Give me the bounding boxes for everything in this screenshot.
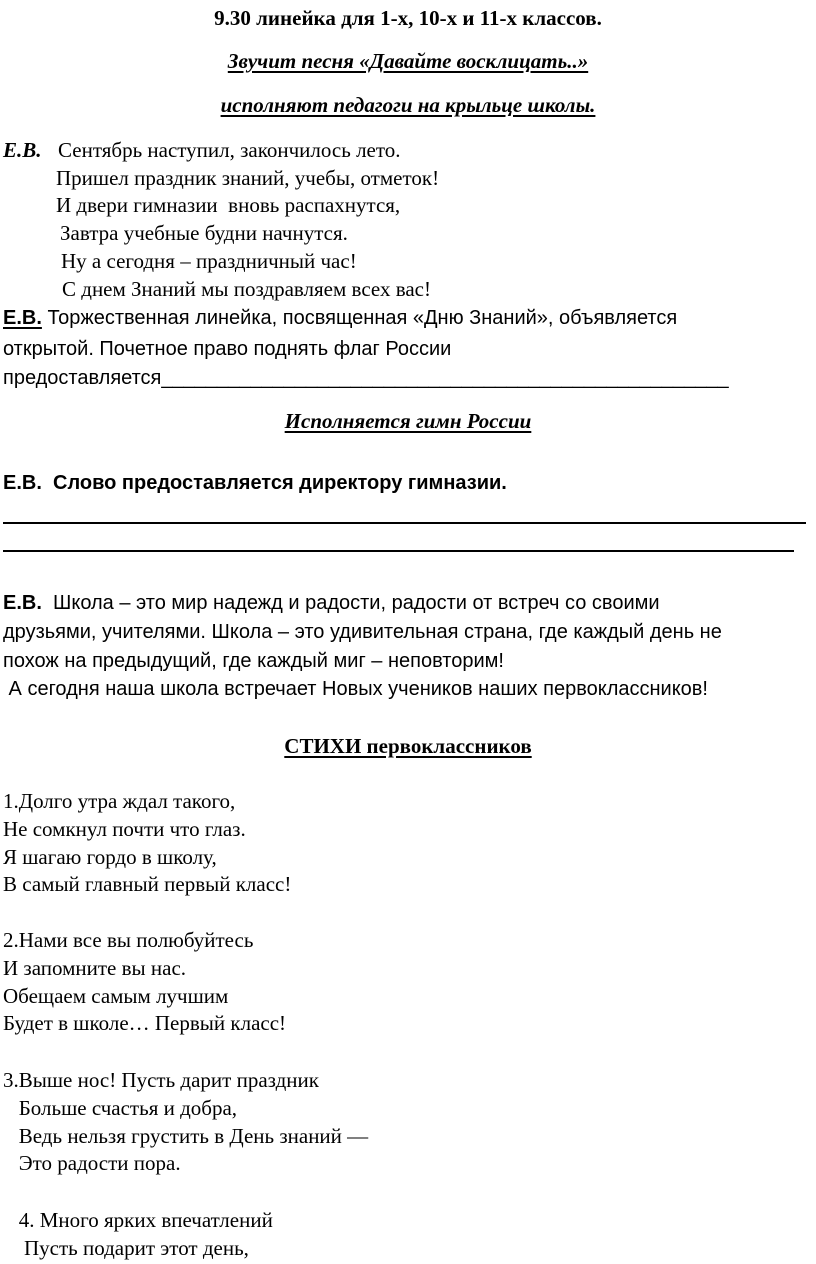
intro-poem-line: И двери гимназии вновь распахнутся, [56, 193, 401, 217]
poem-line: 2.Нами все вы полюбуйтесь [3, 928, 254, 952]
poem-line: Обещаем самым лучшим [3, 984, 229, 1008]
song-note-line-1: Звучит песня «Давайте восклицать..» [227, 49, 589, 73]
intro-poem-line: Завтра учебные будни начнутся. [60, 221, 348, 245]
speaker-label: Е.В. [3, 138, 42, 162]
page-title: 9.30 линейка для 1-х, 10-х и 11-х классов. [214, 6, 602, 30]
intro-poem-line: Пришел праздник знаний, учебы, отметок! [56, 166, 440, 190]
song-note-line-2: исполняют педагоги на крыльце школы. [220, 93, 596, 117]
poem-line: Будет в школе… Первый класс! [3, 1011, 287, 1035]
poem-line: Не сомкнул почти что глаз. [3, 817, 246, 841]
anthem-heading: Исполняется гимн России [284, 409, 532, 433]
poems-heading: СТИХИ первоклассников [284, 734, 532, 758]
announce-line-3: предоставляется___________________________________________________ [3, 367, 729, 389]
poem-line: Это радости пора. [3, 1151, 181, 1175]
school-line-1 [3, 593, 660, 613]
intro-poem-line: Ну а сегодня – праздничный час! [61, 249, 357, 273]
blank-fill-line [3, 550, 794, 552]
announce-line-2: открытой. Почетное право поднять флаг России [3, 338, 452, 360]
poem-line: 3.Выше нос! Пусть дарит праздник [3, 1068, 319, 1092]
announce-text: Торжественная линейка, посвященная «Дню Знаний», объявляется [41, 307, 678, 329]
poem-line: Я шагаю гордо в школу, [3, 845, 217, 869]
school-line-2: друзьями, учителями. Школа – это удивительная страна, где каждый день не [3, 621, 722, 643]
school-line-3: похож на предыдущий, где каждый миг – неповторим! [3, 650, 504, 672]
poem-line: 1.Долго утра ждал такого, [3, 789, 236, 813]
intro-poem-line: С днем Знаний мы поздравляем всех вас! [62, 277, 431, 301]
speaker-label: Е.В. [3, 592, 42, 614]
school-text: Школа – это мир надежд и радости, радости от встреч со своими [41, 592, 660, 614]
intro-poem-line: Сентябрь наступил, закончилось лето. [58, 138, 401, 162]
speaker-label: Е.В. [3, 472, 42, 494]
poem-line: Больше счастья и добра, [3, 1096, 238, 1120]
director-line [3, 473, 507, 493]
school-line-4: А сегодня наша школа встречает Новых учеников наших первоклассников! [3, 678, 708, 700]
poem-line: Ведь нельзя грустить в День знаний — [3, 1124, 369, 1148]
poem-line: И запомните вы нас. [3, 956, 187, 980]
poem-line: Пусть подарит этот день, [3, 1236, 249, 1260]
poem-line: В самый главный первый класс! [3, 872, 292, 896]
poem-line: 4. Много ярких впечатлений [3, 1208, 273, 1232]
blank-fill-line [3, 522, 806, 524]
speaker-label: Е.В. [3, 307, 42, 329]
announce-line-1 [3, 308, 677, 328]
director-text: Слово предоставляется директору гимназии. [41, 472, 507, 494]
